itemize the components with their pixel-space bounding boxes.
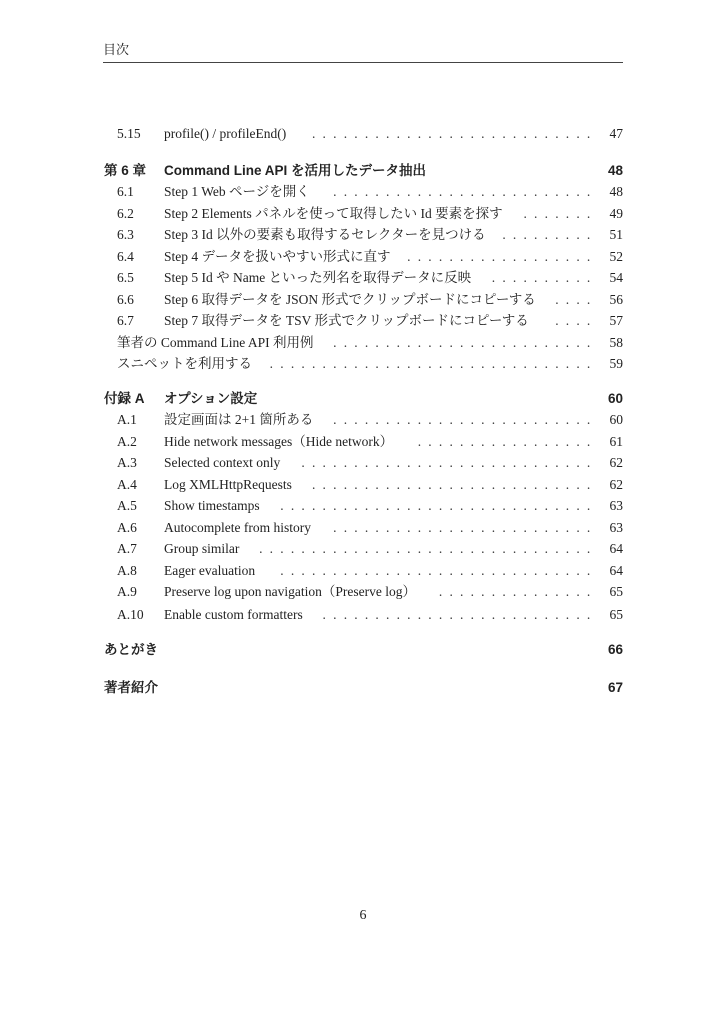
dot-leader: .......	[523, 206, 598, 221]
entry-title: Step 7 取得データを TSV 形式でクリップボードにコピーする	[164, 313, 529, 328]
toc-section-entry[interactable]	[103, 410, 623, 430]
entry-title: Step 4 データを扱いやすい形式に直す	[164, 249, 391, 264]
toc-chapter-entry[interactable]	[103, 161, 623, 181]
entry-title: Eager evaluation	[164, 563, 256, 578]
entry-title: Group similar	[164, 541, 240, 556]
entry-number: A.7	[117, 541, 137, 556]
dot-leader: ..............................	[280, 563, 598, 578]
entry-number: A.5	[117, 498, 137, 513]
toc-section-entry[interactable]	[103, 268, 623, 288]
entry-page-number: 64	[609, 563, 623, 578]
entry-page-number: 54	[609, 270, 623, 285]
running-header: 目次	[103, 43, 130, 58]
toc-section-entry[interactable]	[103, 247, 623, 267]
entry-title: 著者紹介	[104, 680, 158, 695]
toc-section-entry[interactable]	[103, 518, 623, 538]
entry-number: 第 6 章	[104, 163, 147, 178]
entry-page-number: 48	[607, 163, 623, 178]
toc-section-entry[interactable]	[103, 605, 623, 625]
entry-title: Step 3 Id 以外の要素も取得するセレクターを見つける	[164, 227, 486, 242]
entry-page-number: 56	[609, 292, 623, 307]
toc-section-entry[interactable]	[103, 124, 623, 144]
toc-section-entry[interactable]	[103, 561, 623, 581]
entry-title: Step 5 Id や Name といった列名を取得データに反映	[164, 270, 472, 285]
entry-title: Step 1 Web ページを開く	[164, 184, 310, 199]
entry-page-number: 47	[609, 126, 623, 141]
entry-number: 6.2	[117, 206, 134, 221]
entry-number: A.9	[117, 584, 137, 599]
entry-number: 5.15	[117, 126, 141, 141]
entry-page-number: 52	[609, 249, 623, 264]
entry-page-number: 67	[607, 680, 623, 695]
entry-page-number: 62	[609, 455, 623, 470]
dot-leader: .................	[417, 434, 598, 449]
entry-title: Log XMLHttpRequests	[164, 477, 292, 492]
entry-number: 付録 A	[104, 391, 145, 406]
entry-number: 6.7	[117, 313, 134, 328]
entry-number: 6.5	[117, 270, 134, 285]
dot-leader: .........................	[333, 184, 598, 199]
toc-chapter-entry[interactable]	[103, 678, 623, 698]
dot-leader: .........	[502, 227, 598, 242]
toc-chapter-entry[interactable]	[103, 389, 623, 409]
toc-section-entry[interactable]	[103, 582, 623, 602]
entry-page-number: 61	[609, 434, 623, 449]
entry-page-number: 65	[609, 584, 623, 599]
entry-page-number: 49	[609, 206, 623, 221]
entry-title: Step 2 Elements パネルを使って取得したい Id 要素を探す	[164, 206, 503, 221]
entry-page-number: 64	[609, 541, 623, 556]
dot-leader: ............................	[301, 455, 598, 470]
dot-leader: ....	[555, 292, 598, 307]
entry-title: Autocomplete from history	[164, 520, 311, 535]
entry-page-number: 63	[609, 520, 623, 535]
entry-number: 6.4	[117, 249, 134, 264]
entry-number: A.4	[117, 477, 137, 492]
entry-title: Selected context only	[164, 455, 281, 470]
entry-number: A.6	[117, 520, 137, 535]
entry-title: 筆者の Command Line API 利用例	[117, 335, 314, 350]
entry-page-number: 60	[607, 391, 623, 406]
toc-section-entry[interactable]	[103, 354, 623, 374]
toc-chapter-entry[interactable]	[103, 640, 623, 660]
entry-title: Show timestamps	[164, 498, 260, 513]
toc-section-entry[interactable]	[103, 496, 623, 516]
toc-section-entry[interactable]	[103, 204, 623, 224]
entry-title: スニペットを利用する	[117, 356, 252, 371]
dot-leader: .........................	[333, 335, 598, 350]
entry-page-number: 58	[609, 335, 623, 350]
entry-page-number: 62	[609, 477, 623, 492]
dot-leader: ..................	[407, 249, 598, 264]
dot-leader: ..........	[491, 270, 598, 285]
entry-title: オプション設定	[164, 391, 258, 406]
toc-section-entry[interactable]	[103, 225, 623, 245]
toc-section-entry[interactable]	[103, 453, 623, 473]
header-rule	[103, 62, 623, 63]
entry-title: あとがき	[104, 642, 158, 657]
dot-leader: ................................	[259, 541, 598, 556]
toc-section-entry[interactable]	[103, 290, 623, 310]
toc-section-entry[interactable]	[103, 333, 623, 353]
dot-leader: .........................	[333, 412, 598, 427]
toc-section-entry[interactable]	[103, 311, 623, 331]
dot-leader: .........................	[333, 520, 598, 535]
entry-number: A.2	[117, 434, 137, 449]
entry-title: Command Line API を活用したデータ抽出	[164, 163, 427, 178]
entry-number: A.3	[117, 455, 137, 470]
entry-title: profile() / profileEnd()	[164, 126, 287, 141]
entry-page-number: 57	[609, 313, 623, 328]
toc-section-entry[interactable]	[103, 539, 623, 559]
entry-title: Step 6 取得データを JSON 形式でクリップボードにコピーする	[164, 292, 536, 307]
dot-leader: ...............................	[269, 356, 598, 371]
dot-leader: ...............	[438, 584, 598, 599]
entry-number: A.1	[117, 412, 137, 427]
entry-title: Hide network messages（Hide network）	[164, 434, 394, 449]
entry-title: Preserve log upon navigation（Preserve log）	[164, 584, 416, 599]
toc-section-entry[interactable]	[103, 432, 623, 452]
entry-title: 設定画面は 2+1 箇所ある	[164, 412, 314, 427]
entry-number: 6.6	[117, 292, 134, 307]
toc-section-entry[interactable]	[103, 182, 623, 202]
entry-page-number: 48	[609, 184, 623, 199]
entry-page-number: 59	[609, 356, 623, 371]
entry-page-number: 60	[609, 412, 623, 427]
dot-leader: ....	[555, 313, 598, 328]
entry-page-number: 66	[607, 642, 623, 657]
entry-number: A.10	[117, 607, 144, 622]
entry-page-number: 65	[609, 607, 623, 622]
dot-leader: ...........................	[311, 477, 598, 492]
entry-number: 6.1	[117, 184, 134, 199]
entry-number: A.8	[117, 563, 137, 578]
dot-leader: ..........................	[322, 607, 598, 622]
entry-number: 6.3	[117, 227, 134, 242]
entry-title: Enable custom formatters	[164, 607, 303, 622]
entry-page-number: 63	[609, 498, 623, 513]
toc-section-entry[interactable]	[103, 475, 623, 495]
entry-page-number: 51	[609, 227, 623, 242]
dot-leader: ..............................	[280, 498, 598, 513]
dot-leader: ...........................	[311, 126, 598, 141]
page-number: 6	[359, 908, 367, 923]
